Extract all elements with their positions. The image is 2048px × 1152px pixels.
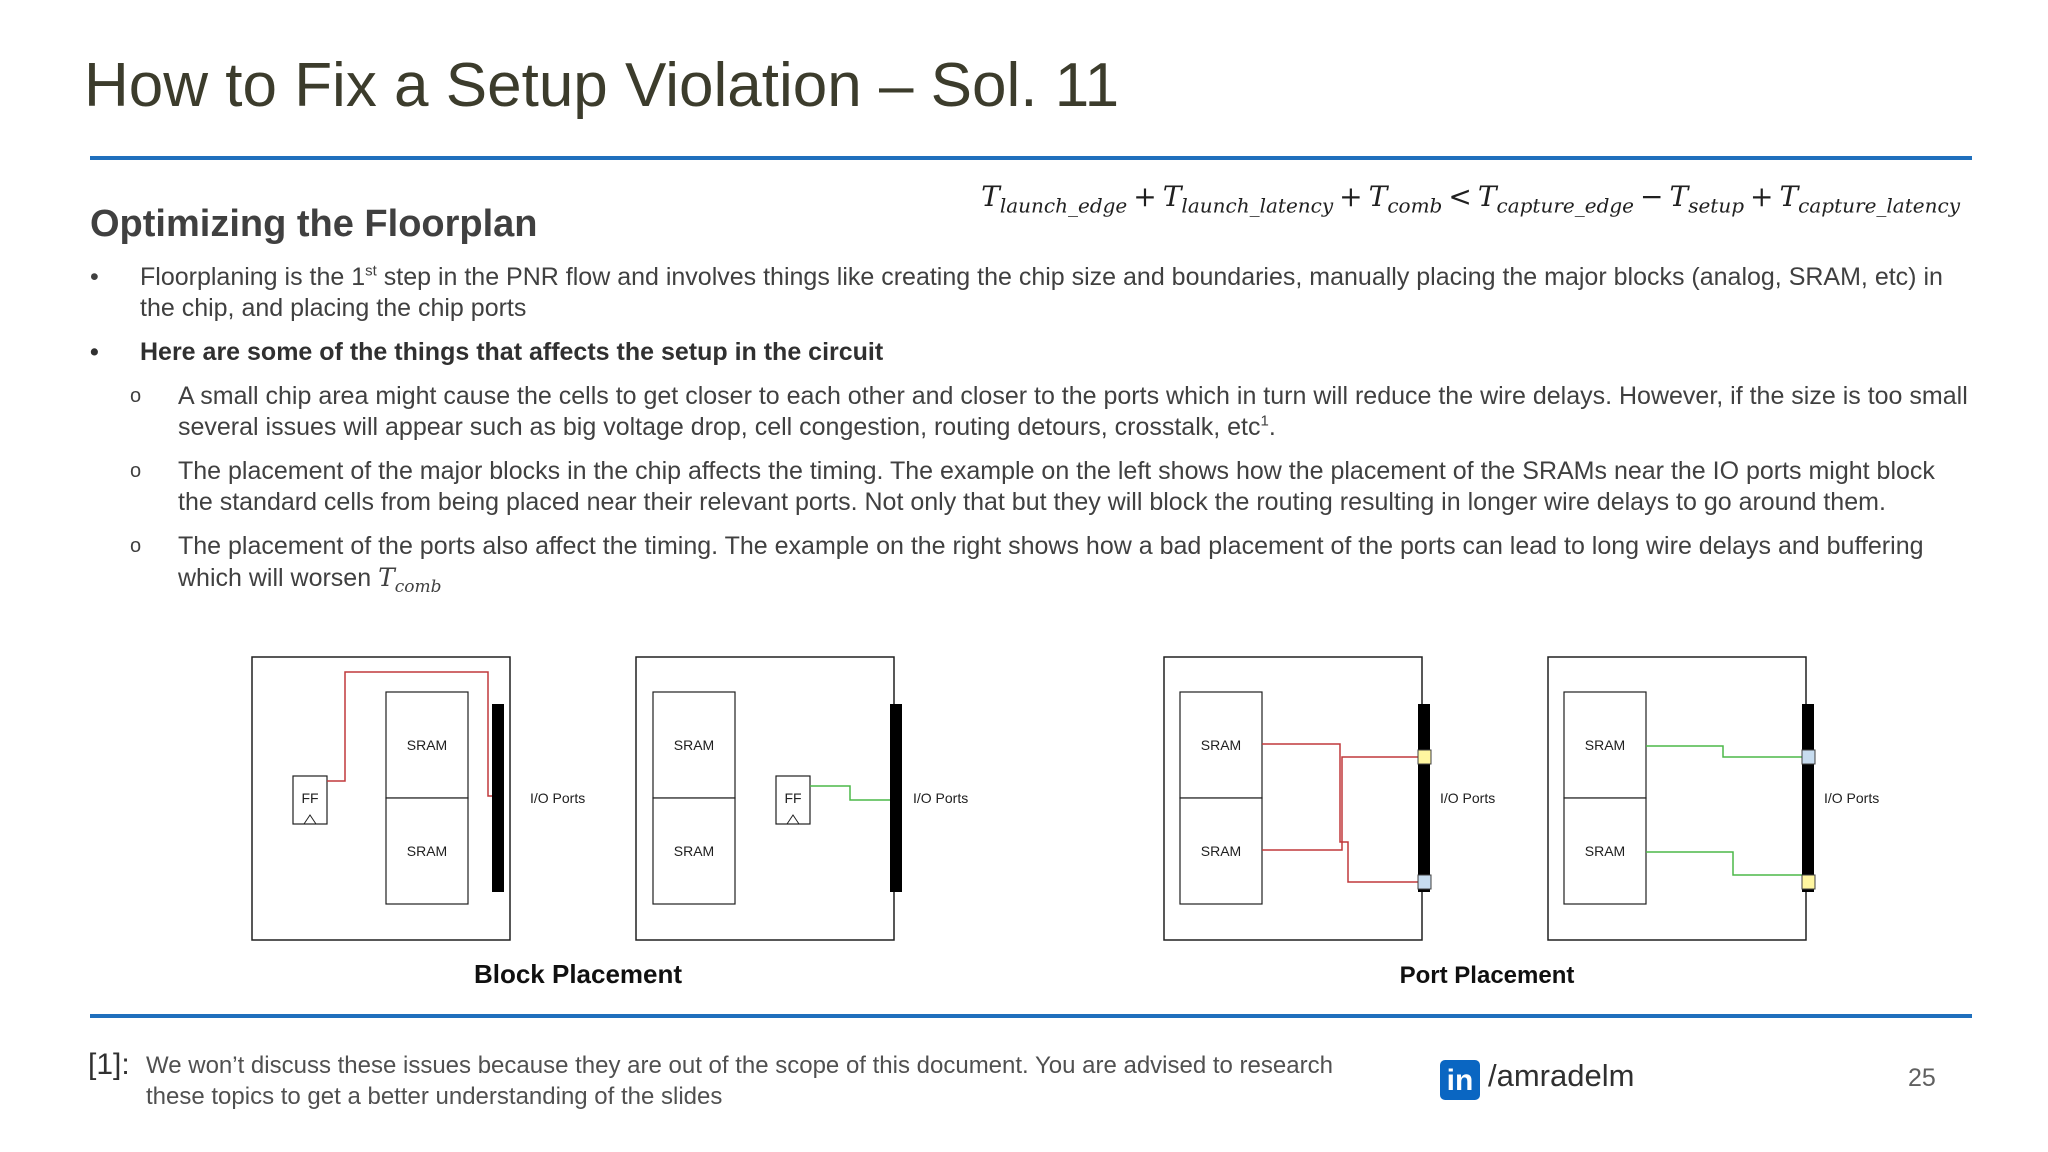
sub-bullet-chip-area: o A small chip area might cause the cells to get closer to each other and closer to the ports which in turn will reduce the wire delays. However, if the size is too small several issues will appear such as big voltage drop, cell congestion, routing detours, crosstalk, etc$^1$. bbox=[130, 382, 1968, 441]
io-ports-label: I/O Ports bbox=[913, 790, 969, 806]
linkedin-icon[interactable]: in bbox=[1440, 1060, 1480, 1100]
sram-label: SRAM bbox=[406, 843, 448, 859]
sram-label: SRAM bbox=[1200, 843, 1242, 859]
port-placement-caption: Port Placement bbox=[1399, 962, 1575, 989]
block-placement-bad bbox=[252, 657, 585, 940]
t-comb-term: $T_{comb}$ bbox=[378, 563, 442, 597]
port-pin bbox=[1802, 750, 1815, 764]
page-number: 25 bbox=[1908, 1064, 1936, 1092]
chip-boundary bbox=[252, 657, 510, 940]
sram-label: SRAM bbox=[406, 737, 448, 753]
ff-label: FF bbox=[301, 790, 319, 806]
sram-label: SRAM bbox=[1200, 737, 1242, 753]
ff-label: FF bbox=[784, 790, 802, 806]
port-placement-bad bbox=[1164, 657, 1495, 940]
port-pin bbox=[1418, 875, 1431, 889]
bullet-dot: • bbox=[90, 263, 99, 291]
footnote-marker: [1]: bbox=[88, 1048, 130, 1081]
io-port-bar bbox=[890, 704, 902, 892]
footnote-text: We won’t discuss these issues because they are out of the scope of this document. You are advised to research these topics to get a better understanding of the slides bbox=[146, 1052, 1333, 1110]
bullet-list bbox=[90, 262, 1970, 616]
io-port-bar bbox=[1418, 704, 1430, 892]
top-divider bbox=[90, 156, 1972, 160]
sub-bullet-mark: o bbox=[130, 535, 142, 557]
slide-title: How to Fix a Setup Violation – Sol. 11 bbox=[84, 51, 1120, 120]
io-ports-label: I/O Ports bbox=[1824, 790, 1880, 806]
linkedin-handle[interactable]: /amradelm bbox=[1488, 1058, 1635, 1093]
block-placement-good bbox=[636, 657, 968, 940]
io-port-bar bbox=[492, 704, 504, 892]
bullet-dot: • bbox=[90, 338, 99, 366]
block-placement-caption: Block Placement bbox=[473, 959, 683, 989]
port-placement-good bbox=[1548, 657, 1879, 940]
setup-formula: $T_{launch\_edge} + T_{launch\_latency} + T_{comb} < T_{capture\_edge} - T_{setup} + T_{capture\_latency}$ bbox=[981, 180, 1960, 218]
sub-bullet-mark: o bbox=[130, 460, 142, 482]
sram-label: SRAM bbox=[1584, 737, 1626, 753]
port-pin bbox=[1418, 750, 1431, 764]
section-heading: Optimizing the Floorplan bbox=[90, 203, 538, 245]
sub-bullet-mark: o bbox=[130, 385, 142, 407]
io-ports-label: I/O Ports bbox=[530, 790, 586, 806]
floorplan-diagrams bbox=[240, 650, 1880, 1010]
bullet-floorplaning: • Floorplaning is the 1st step in the PNR flow and involves things like creating the chip size and boundaries, manually placing the major blocks (analog, SRAM, etc) in the chip, and placing the chip ports bbox=[90, 262, 1943, 322]
sram-label: SRAM bbox=[1584, 843, 1626, 859]
bullet-setup-affects: • Here are some of the things that affects the setup in the circuit bbox=[90, 338, 884, 366]
bottom-divider bbox=[90, 1014, 1972, 1018]
sram-label: SRAM bbox=[673, 843, 715, 859]
sub-bullet-block-placement: o The placement of the major blocks in the chip affects the timing. The example on the left shows how the placement of the SRAMs near the IO ports might block the standard cells from being placed near their relevant ports. Not only that but they will block the routing resulting in longer wire delays to go around them. bbox=[130, 457, 1935, 516]
io-port-bar bbox=[1802, 704, 1814, 892]
sram-label: SRAM bbox=[673, 737, 715, 753]
sub-bullet-port-placement: o The placement of the ports also affect the timing. The example on the right shows how a bad placement of the ports can lead to long wire delays and buffering which will worsen $T_{comb}$ bbox=[130, 532, 1924, 597]
io-ports-label: I/O Ports bbox=[1440, 790, 1496, 806]
port-pin bbox=[1802, 875, 1815, 889]
